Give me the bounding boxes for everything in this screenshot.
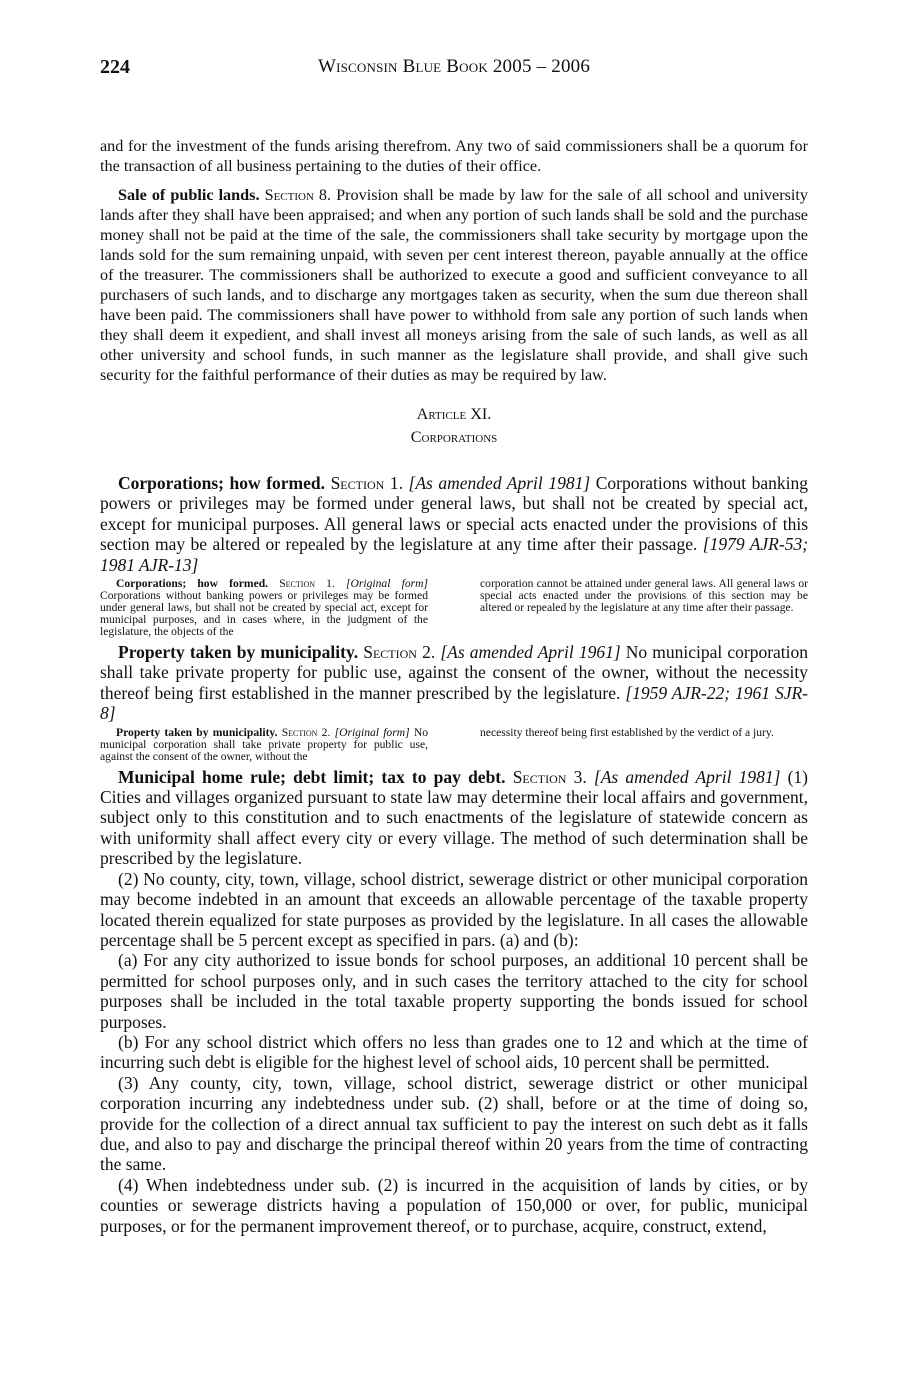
original-form-note <box>100 727 808 763</box>
upper-text <box>100 136 808 385</box>
note-section: Section 2. <box>281 725 331 739</box>
subsection-4: (4) When indebtedness under sub. (2) is incurred in the acquisition of lands by cities, or by counties or sewerage districts having a population of 150,000 or over, for public, municipal purposes, or for the permanent improvement thereof, or to purchase, acquire, construct, extend, <box>100 1174 808 1236</box>
history-note: [1959 AJR-22; 1961 SJR-8] <box>100 682 808 724</box>
note-text-right: necessity thereof being first established by the verdict of a jury. <box>480 725 774 739</box>
history-note: [1979 AJR-53; 1981 AJR-13] <box>100 534 809 575</box>
note-section: Section 1. <box>279 577 335 591</box>
section-text: No municipal corporation shall take private property for public use, against the consent of the owner, without the necessity thereof being first established in the manner prescribed by the legislature. <box>100 642 809 703</box>
note-heading: Property taken by municipality. <box>116 725 278 739</box>
note-right-column <box>480 578 808 638</box>
section-3-paragraph <box>100 767 808 869</box>
note-form: [Original form] <box>346 577 429 591</box>
amendment-note: [As amended April 1981] <box>408 473 591 493</box>
section-heading: Sale of public lands. <box>118 186 260 204</box>
note-heading: Corporations; how formed. <box>116 577 269 591</box>
section-1-paragraph <box>100 473 808 575</box>
section-number: Section 8. <box>264 186 332 204</box>
section-heading: Property taken by municipality. <box>118 642 359 663</box>
continuation-paragraph: and for the investment of the funds arising therefrom. Any two of said commissioners shall be a quorum for the transaction of all business pertaining to the duties of their office. <box>100 137 808 175</box>
sale-of-lands-paragraph <box>100 185 808 385</box>
subsection-3: (3) Any county, city, town, village, school district, sewerage district or other municipal corporation incurring any indebtedness under sub. (2) shall, before or at the time of doing so, provide for the collection of a direct annual tax sufficient to pay the interest on such debt as it falls due, and also to pay and discharge the principal thereof within 20 years from the time of contracting the same. <box>100 1072 808 1175</box>
note-left-column <box>100 727 428 763</box>
section-heading: Corporations; how formed. <box>118 473 325 493</box>
note-form: [Original form] <box>334 725 410 739</box>
section-text: Corporations without banking powers or privileges may be formed under general laws, but shall not be created by special act, except for municipal purposes. All general laws or special acts enacted under the provisions of this section may be altered or repealed by the legislature at any time after their passage. <box>100 473 809 555</box>
section-text: (1) Cities and villages organized pursuant to state law may determine their local affairs and government, subject only to this constitution and to such enactments of the legislature of statewide concern as with uniformity shall affect every city or every village. The method of such determination shall be prescribed by the legislature. <box>100 766 809 869</box>
section-number: Section 2. <box>363 642 436 663</box>
original-form-note <box>100 578 808 638</box>
page-body <box>100 136 808 1236</box>
section-number: Section 3. <box>512 766 587 787</box>
subsection-2: (2) No county, city, town, village, school district, sewerage district or other municipal corporation may become indebted in an amount that exceeds an allowable percentage of the taxable property located therein equalized for state purposes as provided by the legislature. In all cases the allowable percentage shall be 5 percent except as specified in pars. (a) and (b): <box>100 868 808 950</box>
section-number: Section 1. <box>330 473 403 493</box>
article-title: Corporations <box>410 428 498 446</box>
page-header <box>100 56 808 80</box>
amendment-note: [As amended April 1981] <box>593 766 781 787</box>
section-text: Provision shall be made by law for the sale of all school and university lands after they shall have been appraised; and when any portion of such lands shall be sold and the purchase money shall not be paid at the time of the sale, the commissioners shall take security by mortgage upon the lands sold for the sum remaining unpaid, with seven per cent interest thereon, payable annually at the office of the treasurer. The commissioners shall be authorized to execute a good and sufficient conveyance to all purchasers of such lands, and to discharge any mortgages taken as security, when the sum due thereon shall have been paid. The commissioners shall have power to withhold from sale any portion of such lands when they shall deem it expedient, and shall invest all moneys arising from the sale of such lands, as well as all other university and school funds, in such manner as the legislature shall provide, and shall give such security for the faithful performance of their duties as may be required by law. <box>100 186 809 384</box>
running-title: Wisconsin Blue Book 2005 – 2006 <box>317 56 591 77</box>
subsection-2b: (b) For any school district which offers no less than grades one to 12 and which at the time of incurring such debt is eligible for the highest level of school aids, 10 percent shall be permitted. <box>100 1031 808 1073</box>
section-2-paragraph <box>100 642 808 724</box>
note-text-left: Corporations without banking powers or privileges may be formed under general laws, but shall not be created by special act, except for municipal purposes, and in cases where, in the judgment of the legislature, the objects of the <box>100 589 428 639</box>
article-label: Article XI. <box>416 405 492 423</box>
section-heading: Municipal home rule; debt limit; tax to pay debt. <box>118 766 506 787</box>
note-left-column <box>100 578 428 638</box>
note-text-right: corporation cannot be attained under general laws. All general laws or special acts enacted under the provisions of this section may be altered or repealed by the legislature at any time after their passage. <box>480 577 808 615</box>
note-text-left: No municipal corporation shall take private property for public use, against the consent of the owner, without the <box>100 725 428 763</box>
amendment-note: [As amended April 1961] <box>440 642 621 663</box>
note-right-column <box>480 727 808 763</box>
page-number: 224 <box>100 56 130 78</box>
article-sections <box>100 473 808 1236</box>
subsection-2a: (a) For any city authorized to issue bonds for school purposes, an additional 10 percent shall be permitted for school purposes only, and in such cases the territory attached to the city for school purposes shall be included in the total taxable property supporting the bonds issued for school purposes. <box>100 950 808 1032</box>
